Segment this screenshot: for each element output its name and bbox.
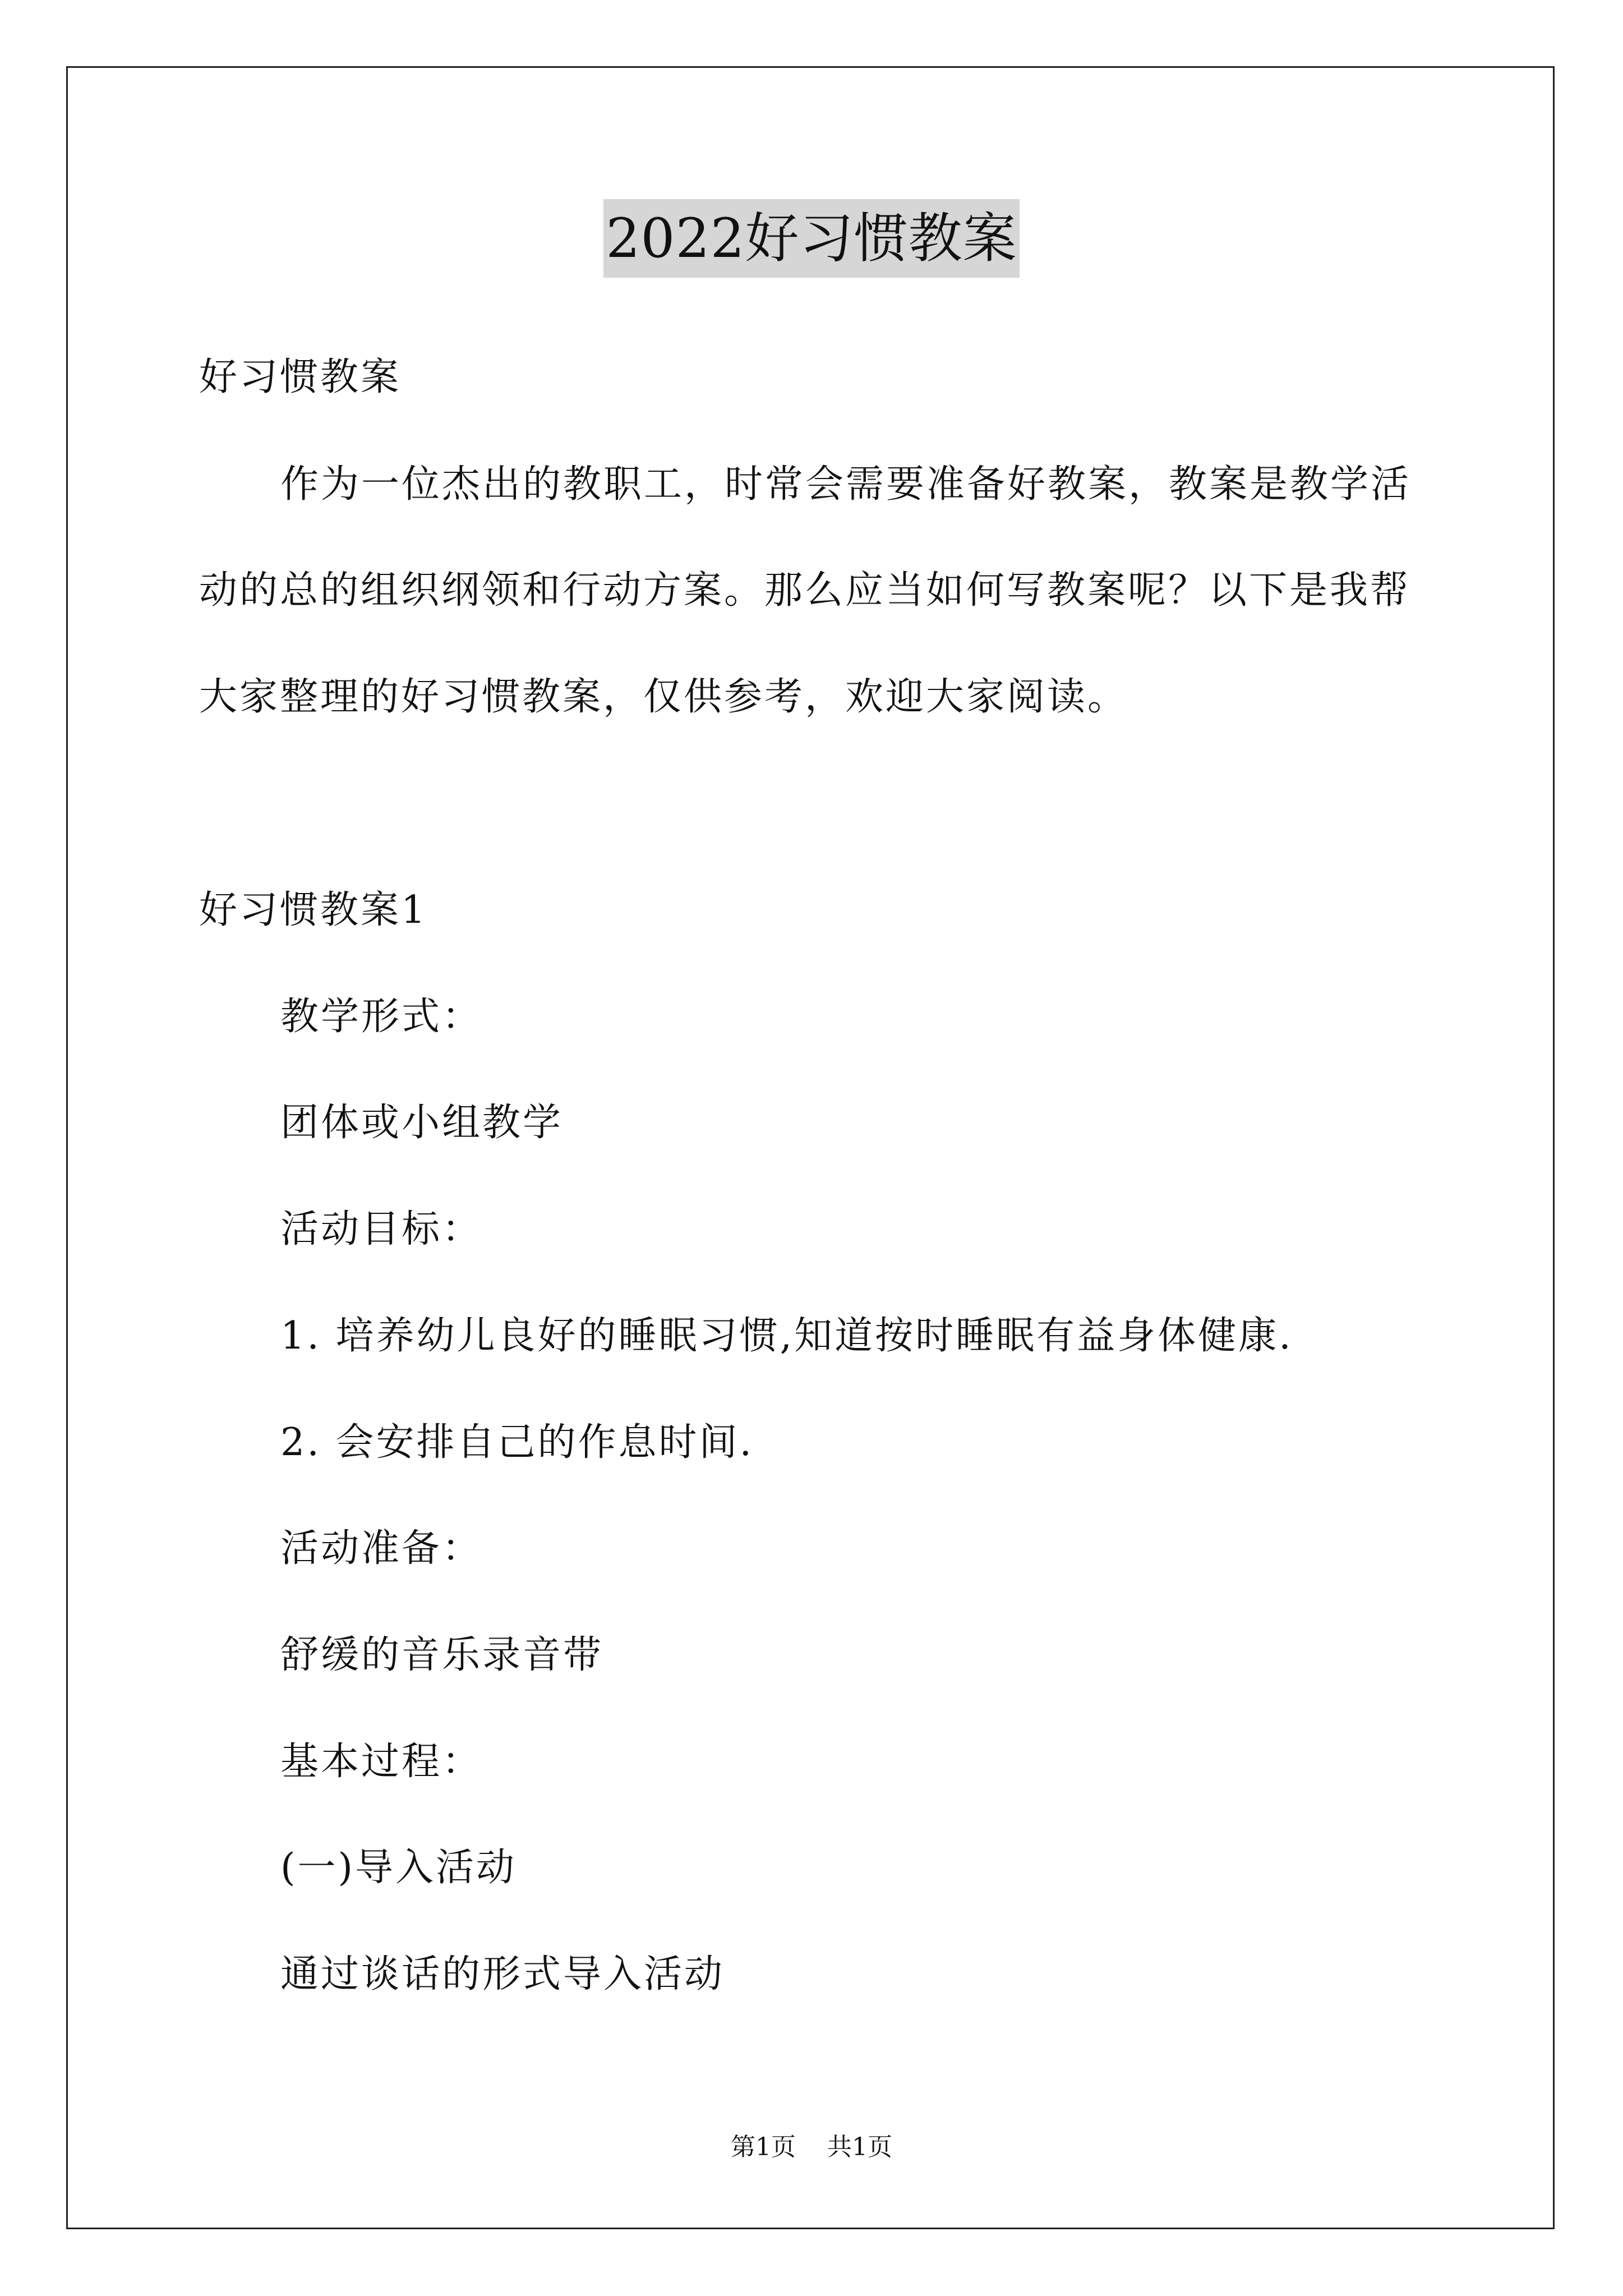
body-line: 活动目标： [280, 1207, 483, 1251]
body-line: 通过谈话的形式导入活动 [280, 1952, 725, 1996]
document-title: 2022好习惯教案 [603, 199, 1019, 278]
intro-line: 作为一位杰出的教职工，时常会需要准备好教案，教案是教学活 [280, 462, 1412, 507]
body-line: (一)导入活动 [280, 1846, 517, 1890]
section-heading: 好习惯教案1 [199, 888, 428, 932]
intro-line: 大家整理的好习惯教案，仅供参考，欢迎大家阅读。 [199, 675, 1128, 719]
body-line: 活动准备： [280, 1526, 483, 1571]
page-footer: 第1页 共1页 [731, 2133, 892, 2161]
title-container [0, 199, 1623, 278]
intro-line: 动的总的组织纲领和行动方案。那么应当如何写教案呢？以下是我帮 [199, 568, 1411, 613]
body-line: 1. 培养幼儿良好的睡眠习惯,知道按时睡眠有益身体健康. [280, 1314, 1293, 1358]
body-line: 舒缓的音乐录音带 [280, 1633, 604, 1677]
body-line: 2. 会安排自己的作息时间. [280, 1420, 754, 1465]
body-line: 团体或小组教学 [280, 1101, 564, 1145]
body-line: 教学形式： [280, 995, 483, 1039]
body-line: 基本过程： [280, 1740, 483, 1784]
document-subtitle: 好习惯教案 [199, 355, 402, 399]
